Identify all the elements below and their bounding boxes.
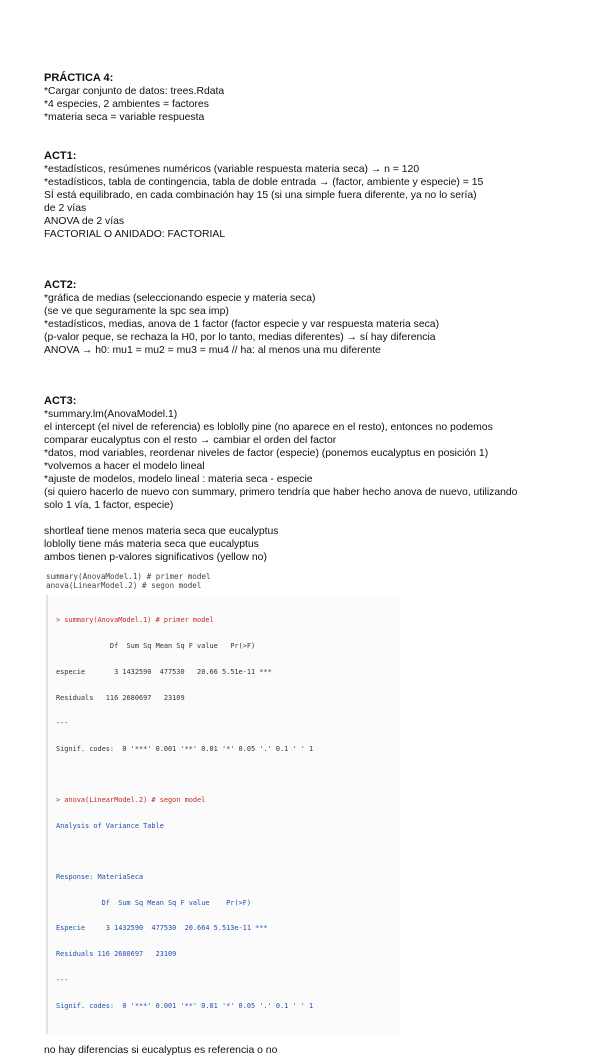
response-label: Response: MateriaSeca [56,872,144,881]
final-line: no hay diferencias si eucalyptus es referencia o no [44,1044,278,1056]
act2-line: *estadísticos, medias, anova de 1 factor (factor especie y var respuesta materia seca) [44,319,440,330]
act3-line: comparar eucalyptus con el resto → cambiar el orden del factor [44,435,337,446]
act1-line: SÍ está equilibrado, en cada combinación hay 15 (si una simple fuera diferente, ya no lo sería) [44,190,477,201]
act2-line: (se ve que seguramente la spc sea imp) [44,306,229,317]
act2-heading: ACT2: [44,279,77,291]
act1-line: *estadísticos, tabla de contingencia, tabla de doble entrada → (factor, ambiente y especie) = 15 [44,177,484,188]
act3-heading: ACT3: [44,395,77,407]
r-console-output [46,595,401,1034]
console-command: > anova(LinearModel.2) # segon model [56,796,206,805]
intro-line: *4 especies, 2 ambientes = factores [44,99,209,110]
anova-table-header: Df Sum Sq Mean Sq F value Pr(>F) [56,641,256,650]
signif-codes: Signif. codes: 0 '***' 0.001 '**' 0.01 '*' 0.05 '.' 0.1 ' ' 1 [56,745,314,754]
act3-line: solo 1 vía, 1 factor, especie) [44,500,174,511]
conclusion-line: loblolly tiene más materia seca que eucalyptus [44,539,259,550]
signif-codes: Signif. codes: 0 '***' 0.001 '**' 0.01 '*' 0.05 '.' 0.1 ' ' 1 [56,1001,314,1010]
anova-table-header: Df Sum Sq Mean Sq F value Pr(>F) [56,898,251,907]
anova-table-row: Residuals 116 2680697 23109 [56,693,185,702]
act3-line: *ajuste de modelos, modelo lineal : materia seca - especie [44,474,313,485]
anova-table-row: especie 3 1432590 477530 20.66 5.51e-11 *** [56,667,272,676]
intro-line: *materia seca = variable respuesta [44,112,205,123]
conclusion-line: ambos tienen p-valores significativos (yellow no) [44,552,267,563]
anova-title: Analysis of Variance Table [56,821,164,830]
practice-heading: PRÁCTICA 4: [44,72,114,84]
separator-text: --- [56,975,69,984]
act1-line: ANOVA de 2 vías [44,216,125,227]
anova-table-row: Residuals 116 2680697 23109 [56,950,177,959]
act3-line: el intercept (el nivel de referencia) es loblolly pine (no aparece en el resto), entonces no podemos [44,422,493,433]
act2-line: (p-valor peque, se rechaza la H0, por lo tanto, medias diferentes) → sí hay diferencia [44,332,436,343]
act1-heading: ACT1: [44,150,77,162]
script-line: anova(LinearModel.2) # segon model [46,581,202,590]
act2-line: *gráfica de medias (seleccionando especie y materia seca) [44,293,316,304]
act3-line: *datos, mod variables, reordenar niveles de factor (especie) (ponemos eucalyptus en posición 1) [44,448,489,459]
act3-line: (si quiero hacerlo de nuevo con summary, primero tendría que haber hecho anova de nuevo, utilizando [44,487,518,498]
r-script-snippet [46,572,564,590]
console-command: > summary(AnovaModel.1) # primer model [56,616,214,625]
separator-text: --- [56,719,69,728]
conclusion-line: shortleaf tiene menos materia seca que eucalyptus [44,526,279,537]
act2-line: ANOVA → h0: mu1 = mu2 = mu3 = mu4 // ha: al menos una mu diferente [44,345,381,356]
act3-line: *summary.lm(AnovaModel.1) [44,409,178,420]
document-page [44,72,564,1057]
act1-line: FACTORIAL O ANIDADO: FACTORIAL [44,229,226,240]
intro-line: *Cargar conjunto de datos: trees.Rdata [44,86,225,97]
act1-line: de 2 vías [44,203,87,214]
act1-line: *estadísticos, resúmenes numéricos (variable respuesta materia seca) → n = 120 [44,164,420,175]
act3-line: *volvemos a hacer el modelo lineal [44,461,205,472]
anova-table-row: Especie 3 1432590 477530 20.664 5.513e-11 *** [56,924,268,933]
script-line: summary(AnovaModel.1) # primer model [46,572,211,581]
